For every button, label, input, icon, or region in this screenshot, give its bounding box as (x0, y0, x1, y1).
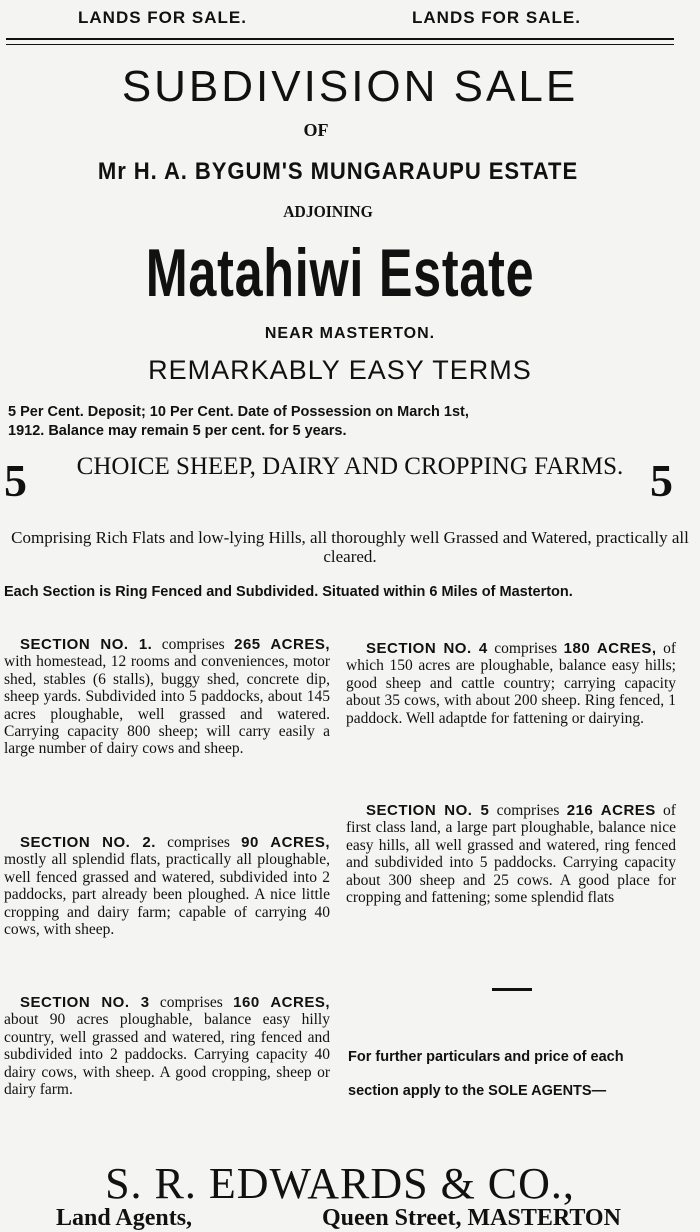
separator-dash (492, 988, 532, 991)
section-area: 90 ACRES, (241, 834, 330, 851)
firm-address: Queen Street, MASTERTON (322, 1205, 621, 1231)
further-particulars: For further particulars and price of each section apply to the SOLE AGENTS— (348, 1049, 624, 1099)
section-1 (4, 636, 330, 758)
section-text: about 90 acres ploughable, balance easy hilly country, well grassed and watered, ring fenced and subdivided into 2 paddocks. Carrying capacity 40 dairy cows, with sheep. A good cropping, sheep or dairy farm. (4, 1011, 330, 1099)
comprising-text: Comprising Rich Flats and low-lying Hills, all thoroughly well Grassed and Watered, practically all cleared. (11, 528, 689, 566)
section-text: of which 150 acres are ploughable, balance easy hills; good sheep and cattle country; carrying capacity about 35 cows, with about 200 sheep. Ring fenced, 1 paddock. Well adaptde for fattening or dairying. (346, 640, 676, 727)
section-heading: SECTION NO. 5 (366, 802, 490, 819)
owner-line: Mr H. A. BYGUM'S MUNGARAUPU ESTATE (97, 158, 579, 185)
section-area: 160 ACRES, (233, 994, 330, 1011)
deposit-terms: 5 Per Cent. Deposit; 10 Per Cent. Date of Possession on March 1st, 1912. Balance may remain 5 per cent. for 5 years. (8, 404, 469, 439)
section-text-start: comprises (155, 834, 242, 851)
farm-count-right: 5 (650, 455, 673, 506)
estate-name: Matahiwi Estate (145, 235, 535, 311)
section-area: 180 ACRES, (563, 640, 657, 657)
farm-count-left: 5 (4, 455, 27, 506)
near-masterton: NEAR MASTERTON. (264, 325, 436, 342)
header-rule (6, 38, 674, 40)
section-area: 216 ACRES (566, 802, 656, 819)
section-text-start: comprises (152, 636, 235, 653)
section-area: 265 ACRES, (234, 636, 330, 653)
header-right: LANDS FOR SALE. (412, 8, 581, 27)
section-heading: SECTION NO. 2. (20, 834, 156, 851)
firm-role: Land Agents, (56, 1205, 193, 1231)
terms-heading: REMARKABLY EASY TERMS (148, 355, 532, 385)
of-label: OF (303, 120, 329, 140)
section-text-start: comprises (489, 802, 567, 819)
header-left: LANDS FOR SALE. (78, 8, 247, 27)
header-rule-thin (6, 44, 674, 45)
section-3 (4, 994, 330, 1098)
section-text: mostly all splendid flats, practically all ploughable, well fenced grassed and watered, subdivided into 2 paddocks, part already been ploughed. A nice little cropping and dairy farm; capable of carrying 40 cows, with sheep. (4, 851, 330, 939)
section-text: of first class land, a large part ploughable, balance nice easy hills, all well grassed and watered, ring fenced and subdivided into 5 paddocks. Carrying capacity about 300 sheep and 25 cows. A good place for cropping and fattening; some splendid flats (346, 802, 676, 907)
section-heading: SECTION NO. 3 (20, 994, 150, 1011)
section-2 (4, 834, 330, 938)
section-4 (346, 640, 676, 727)
section-text: with homestead, 12 rooms and conveniences, motor shed, stables (6 stalls), buggy shed, concrete dip, sheep yards. Subdivided into 5 paddocks, about 145 acres ploughable, well grassed and watered. Carrying capacity 800 sheep; will carry easily a large number of dairy cows and sheep. (4, 653, 330, 758)
section-heading: SECTION NO. 4 (366, 640, 488, 657)
section-5 (346, 802, 676, 906)
ring-fenced-text: Each Section is Ring Fenced and Subdivided. Situated within 6 Miles of Masterton. (4, 584, 573, 600)
section-heading: SECTION NO. 1. (20, 636, 153, 653)
page-title: SUBDIVISION SALE (121, 62, 579, 111)
section-text-start: comprises (487, 640, 564, 657)
adjoining-label: ADJOINING (283, 202, 373, 221)
farms-heading: CHOICE SHEEP, DAIRY AND CROPPING FARMS. (76, 453, 624, 480)
section-text-start: comprises (149, 994, 234, 1011)
firm-name: S. R. EDWARDS & CO., (105, 1159, 575, 1208)
